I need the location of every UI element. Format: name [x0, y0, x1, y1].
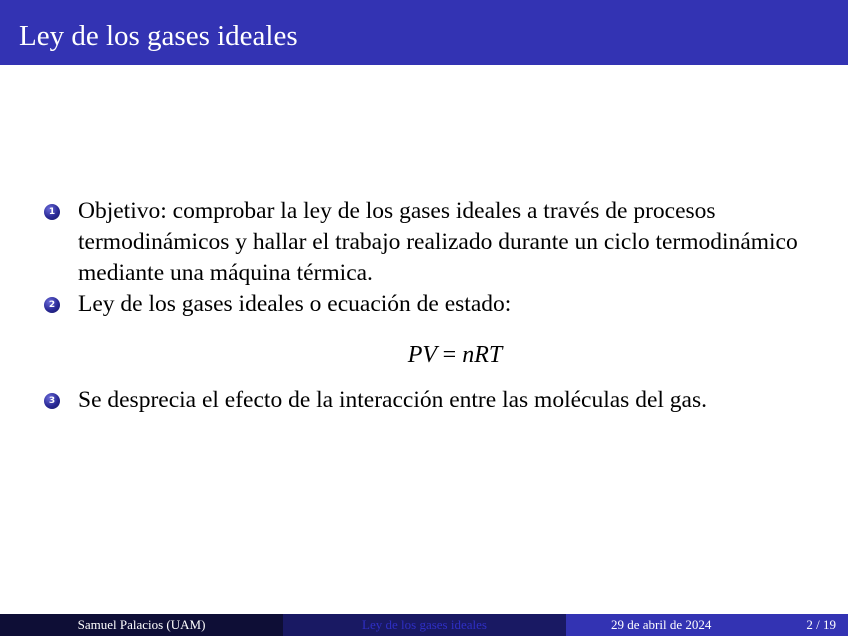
footer-page-number: 2 / 19 — [806, 617, 836, 632]
enumerate-item-text: Se desprecia el efecto de la interacción entre las moléculas del gas. — [78, 387, 707, 413]
equation-operator: = — [442, 342, 457, 368]
enumerate-item-2 — [42, 289, 832, 320]
enumerate-bullet-icon: 1 — [44, 204, 60, 220]
slide-title-bar — [0, 0, 848, 65]
footer-date: 29 de abril de 2024 — [611, 617, 712, 632]
slide-title: Ley de los gases ideales — [19, 20, 298, 52]
equation-lhs: PV — [407, 342, 437, 368]
enumerate-item-text: Objetivo: comprobar la ley de los gases ideales a través de procesos termodinámicos y hallar el trabajo realizado durante un ciclo termodinámico mediante una máquina térmica. — [78, 198, 798, 286]
slide-content — [42, 196, 832, 416]
enumerate-item-text: Ley de los gases ideales o ecuación de estado: — [78, 291, 512, 317]
enumerate-bullet-icon: 3 — [44, 393, 60, 409]
slide-footer — [0, 614, 848, 636]
footer-author: Samuel Palacios (UAM) — [0, 614, 283, 636]
footer-title: Ley de los gases ideales — [283, 614, 566, 636]
enumerate-bullet-icon: 2 — [44, 297, 60, 313]
enumerate-item-3 — [42, 385, 832, 416]
equation-rhs: nRT — [462, 342, 503, 368]
enumerate-item-1 — [42, 196, 832, 289]
ideal-gas-equation — [42, 340, 832, 371]
footer-date-section — [566, 614, 848, 636]
